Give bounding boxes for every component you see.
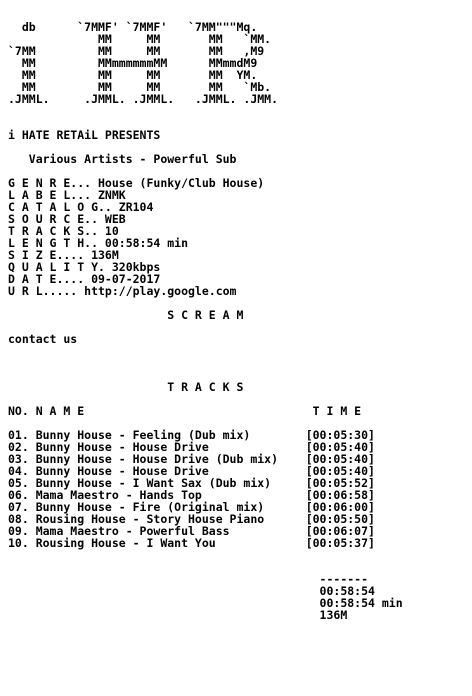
track-row: 02. Bunny House - House Drive [00:05:40] bbox=[8, 440, 375, 454]
release-title: Various Artists - Powerful Sub bbox=[8, 152, 237, 166]
logo-line: db `7MMF' `7MMF' `7MM"""Mq. bbox=[8, 20, 258, 34]
logo-line: MM MM MM `MM. bbox=[8, 32, 272, 46]
tracks-heading: T R A C K S bbox=[8, 380, 244, 394]
track-row: 05. Bunny House - I Want Sax (Dub mix) [00:05:52] bbox=[8, 476, 375, 490]
presents-line: i HATE RETAiL PRESENTS bbox=[8, 128, 161, 142]
track-row: 09. Mama Maestro - Powerful Bass [00:06:07] bbox=[8, 524, 375, 538]
logo-line: `7MM MM MM MM ,M9 bbox=[8, 44, 265, 58]
scream-heading: S C R E A M bbox=[8, 308, 244, 322]
contact-line: contact us bbox=[8, 332, 78, 346]
track-row: 03. Bunny House - House Drive (Dub mix) [00:05:40] bbox=[8, 452, 375, 466]
totals-time: 00:58:54 bbox=[8, 584, 375, 598]
totals-length: 00:58:54 min bbox=[8, 596, 403, 610]
tracks-header: NO. N A M E T I M E bbox=[8, 404, 362, 418]
track-row: 04. Bunny House - House Drive [00:05:40] bbox=[8, 464, 375, 478]
logo-line: MM MMmmmmmmMM MMmmdM9 bbox=[8, 56, 258, 70]
totals-separator: ------- bbox=[8, 572, 369, 586]
logo-line: MM MM MM MM `Mb. bbox=[8, 80, 272, 94]
nfo-text bbox=[8, 21, 403, 621]
info-url: U R L..... http://play.google.com bbox=[8, 284, 237, 298]
track-row: 07. Bunny House - Fire (Original mix) [00:06:00] bbox=[8, 500, 375, 514]
info-date: D A T E.... 09-07-2017 bbox=[8, 272, 161, 286]
track-row: 06. Mama Maestro - Hands Top [00:06:58] bbox=[8, 488, 375, 502]
track-row: 10. Rousing House - I Want You [00:05:37] bbox=[8, 536, 375, 550]
info-length: L E N G T H.. 00:58:54 min bbox=[8, 236, 189, 250]
info-quality: Q U A L I T Y. 320kbps bbox=[8, 260, 161, 274]
info-size: S I Z E.... 136M bbox=[8, 248, 119, 262]
track-row: 01. Bunny House - Feeling (Dub mix) [00:05:30] bbox=[8, 428, 375, 442]
info-tracks: T R A C K S.. 10 bbox=[8, 224, 119, 238]
info-catalog: C A T A L O G.. ZR104 bbox=[8, 200, 154, 214]
logo-line: .JMML. .JMML. .JMML. .JMML. .JMM. bbox=[8, 92, 279, 106]
info-source: S O U R C E.. WEB bbox=[8, 212, 126, 226]
totals-size: 136M bbox=[8, 608, 348, 622]
info-genre: G E N R E... House (Funky/Club House) bbox=[8, 176, 265, 190]
track-row: 08. Rousing House - Story House Piano [00:05:50] bbox=[8, 512, 375, 526]
logo-line: MM MM MM MM YM. bbox=[8, 68, 258, 82]
info-label: L A B E L... ZNMK bbox=[8, 188, 126, 202]
